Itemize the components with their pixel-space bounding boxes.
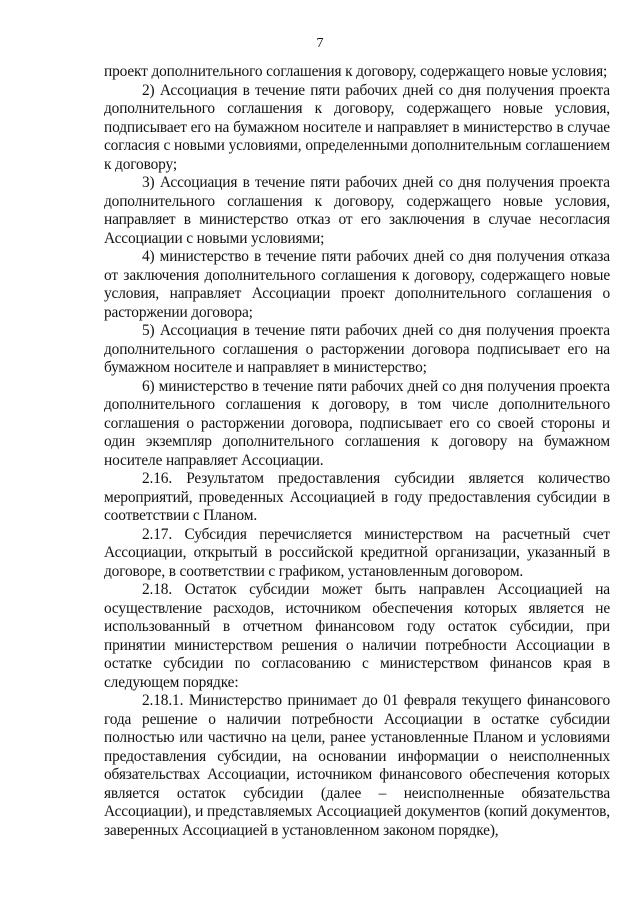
paragraph-item-2: 2) Ассоциация в течение пяти рабочих дней со дня получения проекта дополнительного соглашения к договору, содержащего новые условия, подписывает его на бумажном носителе и направляет в министерство в случае согласия с новыми условиями, определенными дополнительным соглашением к договору; xyxy=(104,81,610,173)
paragraph-2-18-1: 2.18.1. Министерство принимает до 01 февраля текущего финансового года решение о наличии потребности Ассоциации в остатке субсидии полностью или частично на цели, ранее установленные Планом и условиями предоставления субсидии, на основании информации о неисполненных обязательствах Ассоциации, источником финансового обеспечения которых является остаток субсидии (далее – неисполненные обязательства Ассоциации), и представляемых Ассоциацией документов (копий документов, заверенных Ассоциацией в установленном законом порядке), xyxy=(104,692,610,839)
paragraph-item-5: 5) Ассоциация в течение пяти рабочих дней со дня получения проекта дополнительного соглашения о расторжении договора подписывает его на бумажном носителе и направляет в министерство; xyxy=(104,322,610,376)
paragraph-2-16: 2.16. Результатом предоставления субсидии является количество мероприятий, проведенных Ассоциацией в году предоставления субсидии в соответствии с Планом. xyxy=(104,470,610,524)
paragraph-item-4: 4) министерство в течение пяти рабочих дней со дня получения отказа от заключения дополнительного соглашения к договору, содержащего новые условия, направляет Ассоциации проект дополнительного соглашения о расторжении договора; xyxy=(104,248,610,321)
page-number: 7 xyxy=(316,36,324,51)
paragraph-2-17: 2.17. Субсидия перечисляется министерством на расчетный счет Ассоциации, открытый в российской кредитной организации, указанный в договоре, в соответствии с графиком, установленным договором. xyxy=(104,525,610,580)
paragraph-2-18: 2.18. Остаток субсидии может быть направлен Ассоциацией на осуществление расходов, источником обеспечения которых является не использованный в отчетном финансовом году остаток субсидии, при принятии министерством решения о наличии потребности Ассоциации в остатке субсидии по согласованию с министерством финансов края в следующем порядке: xyxy=(104,581,610,691)
paragraph-continuation: проект дополнительного соглашения к договору, содержащего новые условия; xyxy=(104,63,608,80)
document-body xyxy=(104,63,610,840)
paragraph-item-3: 3) Ассоциация в течение пяти рабочих дней со дня получения проекта дополнительного соглашения к договору, содержащего новые условия, направляет в министерство отказ от его заключения в случае несогласия Ассоциации с новыми условиями; xyxy=(104,174,610,247)
paragraph-item-6: 6) министерство в течение пяти рабочих дней со дня получения проекта дополнительного соглашения к договору, в том числе дополнительного соглашения о расторжении договора, подписывает его со своей стороны и один экземпляр дополнительного соглашения к договору на бумажном носителе направляет Ассоциации. xyxy=(104,377,610,469)
